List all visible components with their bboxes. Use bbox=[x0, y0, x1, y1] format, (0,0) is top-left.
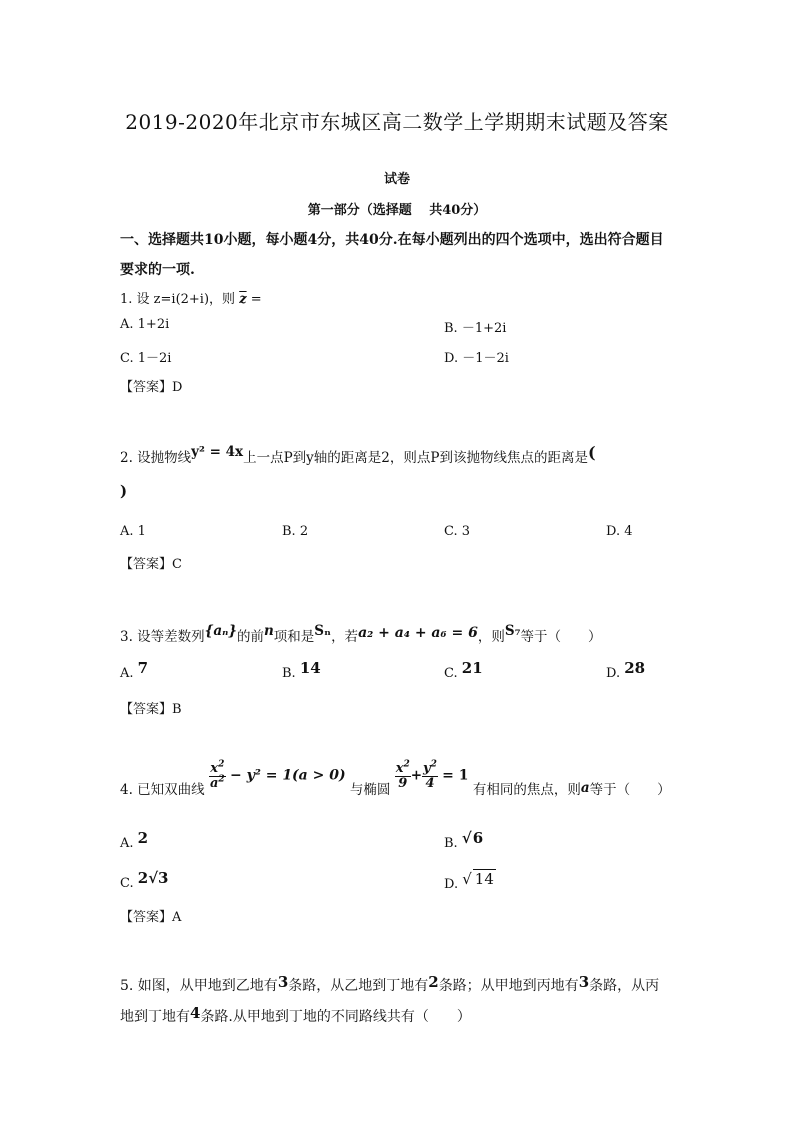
ellipse-fraction-y: $\frac{y^2}{4}$ bbox=[423, 759, 437, 791]
question-4-stem: 4. 已知双曲线 $\frac{x^2}{a^2}$ − y² = 1(a > 0) 与椭圆 $\frac{x^2}{9}$ + $\frac{y^2}{4}$ = 1 有相同的焦点，则a等于（ ） bbox=[120, 759, 671, 798]
question-2-option-a: A. 1 bbox=[120, 524, 146, 539]
question-3-stem: 3. 设等差数列{aₙ}的前n项和是Sₙ，若a₂ + a₄ + a₆ = 6，则S₇等于（ ） bbox=[120, 623, 602, 645]
question-2-option-c: C. 3 bbox=[444, 524, 471, 539]
hyperbola-fraction: $\frac{x^2}{a^2}$ bbox=[209, 759, 225, 791]
question-5-line1: 5. 如图，从甲地到乙地有3条路，从乙地到丁地有2条路；从甲地到丙地有3条路，从丙 bbox=[120, 973, 660, 994]
question-4-option-d: D. √ 14 bbox=[444, 870, 494, 892]
part-label: 第一部分（选择题 共40分） bbox=[307, 203, 487, 218]
question-3-option-a: A. 7 bbox=[120, 659, 149, 681]
instructions-line2: 要求的一项. bbox=[120, 262, 195, 278]
question-4-option-b: B. √6 bbox=[444, 829, 484, 851]
question-2-paren-close: ) bbox=[120, 482, 128, 500]
question-1-stem: 1. 设 z=i(2+i)，则 $\overline{z}$ = bbox=[120, 292, 262, 307]
question-4-answer: 【答案】A bbox=[120, 910, 182, 925]
question-1-option-c: C. 1－2i bbox=[120, 351, 172, 366]
question-3-option-d: D. 28 bbox=[606, 659, 646, 681]
question-2-option-b: B. 2 bbox=[282, 524, 309, 539]
question-1-option-a: A. 1+2i bbox=[120, 317, 170, 332]
question-3-option-c: C. 21 bbox=[444, 659, 483, 681]
question-3-answer: 【答案】B bbox=[120, 702, 182, 717]
question-2-answer: 【答案】C bbox=[120, 557, 182, 572]
question-2-stem: 2. 设抛物线y² = 4x上一点P到y轴的距离是2，则点P到该抛物线焦点的距离是( bbox=[120, 443, 596, 466]
ellipse-fraction-x: $\frac{x^2}{9}$ bbox=[395, 759, 410, 791]
question-1-option-b: B. －1+2i bbox=[444, 321, 507, 336]
question-3-option-b: B. 14 bbox=[282, 659, 321, 681]
question-4-option-c: C. 2√3 bbox=[120, 869, 169, 891]
document-title: 2019-2020年北京市东城区高二数学上学期期末试题及答案 bbox=[125, 110, 669, 134]
instructions-line1: 一、选择题共10小题，每小题4分，共40分.在每小题列出的四个选项中，选出符合题目 bbox=[120, 232, 664, 248]
question-2-option-d: D. 4 bbox=[606, 524, 633, 539]
question-4-option-a: A. 2 bbox=[120, 829, 149, 851]
question-1-option-d: D. －1－2i bbox=[444, 351, 509, 366]
question-5-line2: 地到丁地有4条路.从甲地到丁地的不同路线共有（ ） bbox=[120, 1004, 471, 1025]
section-label: 试卷 bbox=[383, 172, 410, 187]
question-1-answer: 【答案】D bbox=[120, 380, 183, 395]
